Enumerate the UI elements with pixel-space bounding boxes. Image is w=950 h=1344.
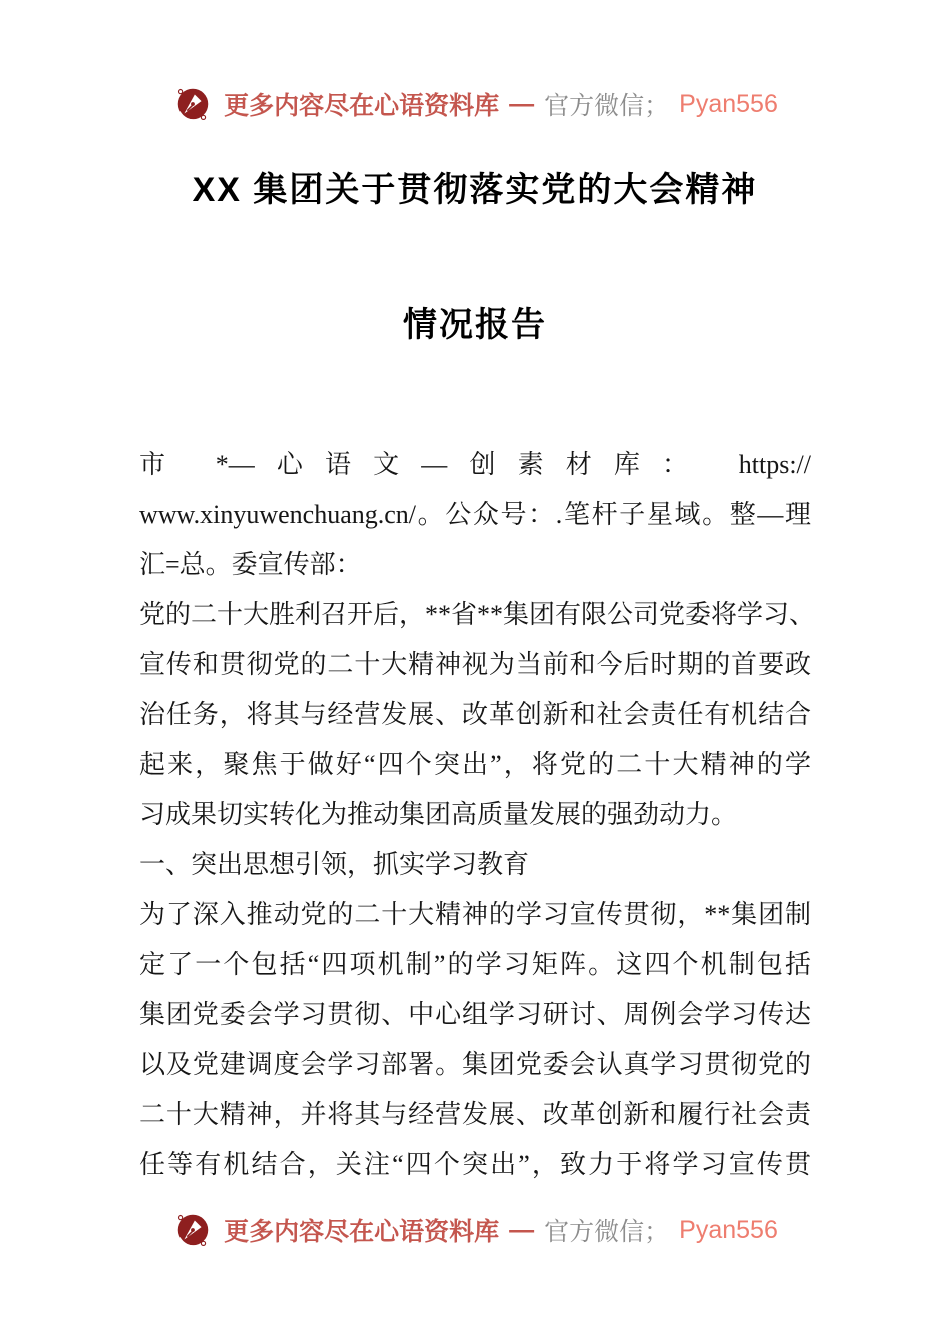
pen-nib-circle-logo-icon xyxy=(172,1209,214,1251)
body-line: 宣传和贯彻党的二十大精神视为当前和今后时期的首要政 xyxy=(139,650,811,679)
section-heading-line: 一、突出思想引领，抓实学习教育 xyxy=(139,850,530,879)
pen-nib-circle-logo-icon xyxy=(172,83,214,125)
body-line: 治任务，将其与经营发展、改革创新和社会责任有机结合 xyxy=(139,700,811,729)
body-line: 以及党建调度会学习部署。集团党委会认真学习贯彻党的 xyxy=(139,1050,811,1079)
body-line: www.xinyuwenchuang.cn/。公众号：.笔杆子星域。整—理 xyxy=(139,500,811,529)
document-body xyxy=(139,440,816,1190)
body-line: 二十大精神，并将其与经营发展、改革创新和履行社会责 xyxy=(139,1100,811,1129)
footer-banner-wechat-id: Pyan556 xyxy=(679,1215,778,1244)
header-banner-text-main: 更多内容尽在心语资料库 xyxy=(224,92,500,120)
body-line: 为了深入推动党的二十大精神的学习宣传贯彻，**集团制 xyxy=(139,900,811,929)
footer-banner-dash: — xyxy=(509,1215,535,1244)
body-line: 市 *—心语文—创素材库： https:// xyxy=(139,450,811,479)
document-subtitle: 情况报告 xyxy=(403,306,547,344)
body-line: 党的二十大胜利召开后，**省**集团有限公司党委将学习、 xyxy=(139,600,816,629)
page-footer-banner xyxy=(0,1206,950,1254)
header-banner-dash: — xyxy=(509,89,535,118)
document-title: XX 集团关于贯彻落实党的大会精神 xyxy=(192,171,758,209)
page-header-banner xyxy=(0,80,950,128)
footer-banner-text-main: 更多内容尽在心语资料库 xyxy=(224,1218,500,1246)
footer-banner-label: 官方微信； xyxy=(544,1218,670,1246)
body-line: 集团党委会学习贯彻、中心组学习研讨、周例会学习传达 xyxy=(139,1000,811,1029)
body-line: 习成果切实转化为推动集团高质量发展的强劲动力。 xyxy=(139,800,738,829)
header-banner-wechat-id: Pyan556 xyxy=(679,89,778,118)
body-line: 起来，聚焦于做好“四个突出”，将党的二十大精神的学 xyxy=(139,750,811,779)
body-line: 汇=总。委宣传部： xyxy=(139,550,362,579)
body-line: 定了一个包括“四项机制”的学习矩阵。这四个机制包括 xyxy=(139,950,811,979)
body-line: 任等有机结合，关注“四个突出”，致力于将学习宣传贯 xyxy=(139,1150,811,1179)
header-banner-label: 官方微信； xyxy=(544,92,670,120)
